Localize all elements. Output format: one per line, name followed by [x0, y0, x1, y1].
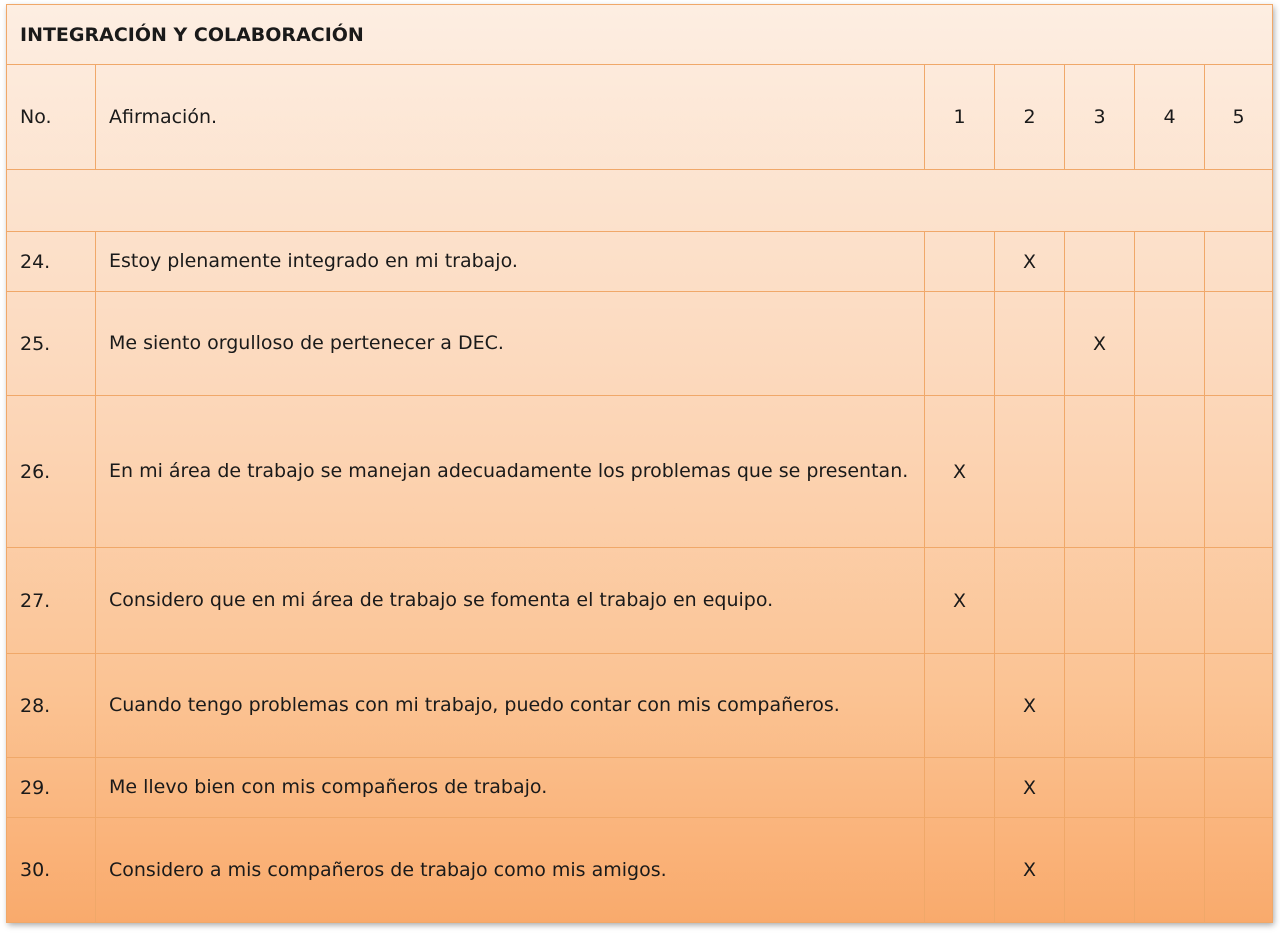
spacer-row	[7, 170, 1273, 232]
row-statement: En mi área de trabajo se manejan adecuadamente los problemas que se presentan.	[96, 396, 925, 548]
row-number: 24.	[7, 232, 96, 292]
header-score-5: 5	[1205, 65, 1273, 170]
score-cell-1	[925, 232, 995, 292]
score-cell-4	[1135, 292, 1205, 396]
row-number: 26.	[7, 396, 96, 548]
score-cell-2: X	[995, 232, 1065, 292]
score-cell-2: X	[995, 818, 1065, 923]
score-cell-5	[1205, 818, 1273, 923]
header-score-4: 4	[1135, 65, 1205, 170]
row-statement: Considero que en mi área de trabajo se fomenta el trabajo en equipo.	[96, 548, 925, 654]
score-cell-2	[995, 292, 1065, 396]
row-number: 28.	[7, 654, 96, 758]
row-statement: Cuando tengo problemas con mi trabajo, puedo contar con mis compañeros.	[96, 654, 925, 758]
score-cell-1	[925, 654, 995, 758]
row-statement: Me llevo bien con mis compañeros de trabajo.	[96, 758, 925, 818]
score-cell-3	[1065, 232, 1135, 292]
score-cell-5	[1205, 758, 1273, 818]
score-cell-4	[1135, 232, 1205, 292]
score-cell-3	[1065, 548, 1135, 654]
row-statement: Me siento orgulloso de pertenecer a DEC.	[96, 292, 925, 396]
spacer-cell	[7, 170, 1273, 232]
score-cell-3	[1065, 396, 1135, 548]
score-cell-5	[1205, 396, 1273, 548]
table-row	[7, 758, 1273, 818]
survey-table-container	[6, 4, 1272, 922]
score-cell-1	[925, 818, 995, 923]
score-cell-1	[925, 292, 995, 396]
row-statement: Estoy plenamente integrado en mi trabajo.	[96, 232, 925, 292]
header-score-3: 3	[1065, 65, 1135, 170]
table-row	[7, 548, 1273, 654]
header-row	[7, 65, 1273, 170]
table-row	[7, 396, 1273, 548]
row-statement: Considero a mis compañeros de trabajo como mis amigos.	[96, 818, 925, 923]
score-cell-5	[1205, 548, 1273, 654]
table-row	[7, 232, 1273, 292]
title-row	[7, 5, 1273, 65]
table-row	[7, 654, 1273, 758]
score-cell-2: X	[995, 758, 1065, 818]
header-score-2: 2	[995, 65, 1065, 170]
score-cell-2: X	[995, 654, 1065, 758]
score-cell-1: X	[925, 548, 995, 654]
score-cell-3	[1065, 818, 1135, 923]
score-cell-2	[995, 548, 1065, 654]
score-cell-4	[1135, 654, 1205, 758]
score-cell-5	[1205, 232, 1273, 292]
row-number: 30.	[7, 818, 96, 923]
score-cell-4	[1135, 818, 1205, 923]
score-cell-3	[1065, 654, 1135, 758]
table-row	[7, 818, 1273, 923]
row-number: 25.	[7, 292, 96, 396]
header-score-1: 1	[925, 65, 995, 170]
row-number: 29.	[7, 758, 96, 818]
score-cell-3: X	[1065, 292, 1135, 396]
score-cell-4	[1135, 548, 1205, 654]
section-title: INTEGRACIÓN Y COLABORACIÓN	[7, 5, 1273, 65]
score-cell-4	[1135, 758, 1205, 818]
header-statement: Afirmación.	[96, 65, 925, 170]
score-cell-1: X	[925, 396, 995, 548]
score-cell-4	[1135, 396, 1205, 548]
score-cell-5	[1205, 654, 1273, 758]
survey-table	[6, 4, 1273, 923]
score-cell-5	[1205, 292, 1273, 396]
score-cell-3	[1065, 758, 1135, 818]
row-number: 27.	[7, 548, 96, 654]
header-no: No.	[7, 65, 96, 170]
score-cell-1	[925, 758, 995, 818]
score-cell-2	[995, 396, 1065, 548]
table-row	[7, 292, 1273, 396]
